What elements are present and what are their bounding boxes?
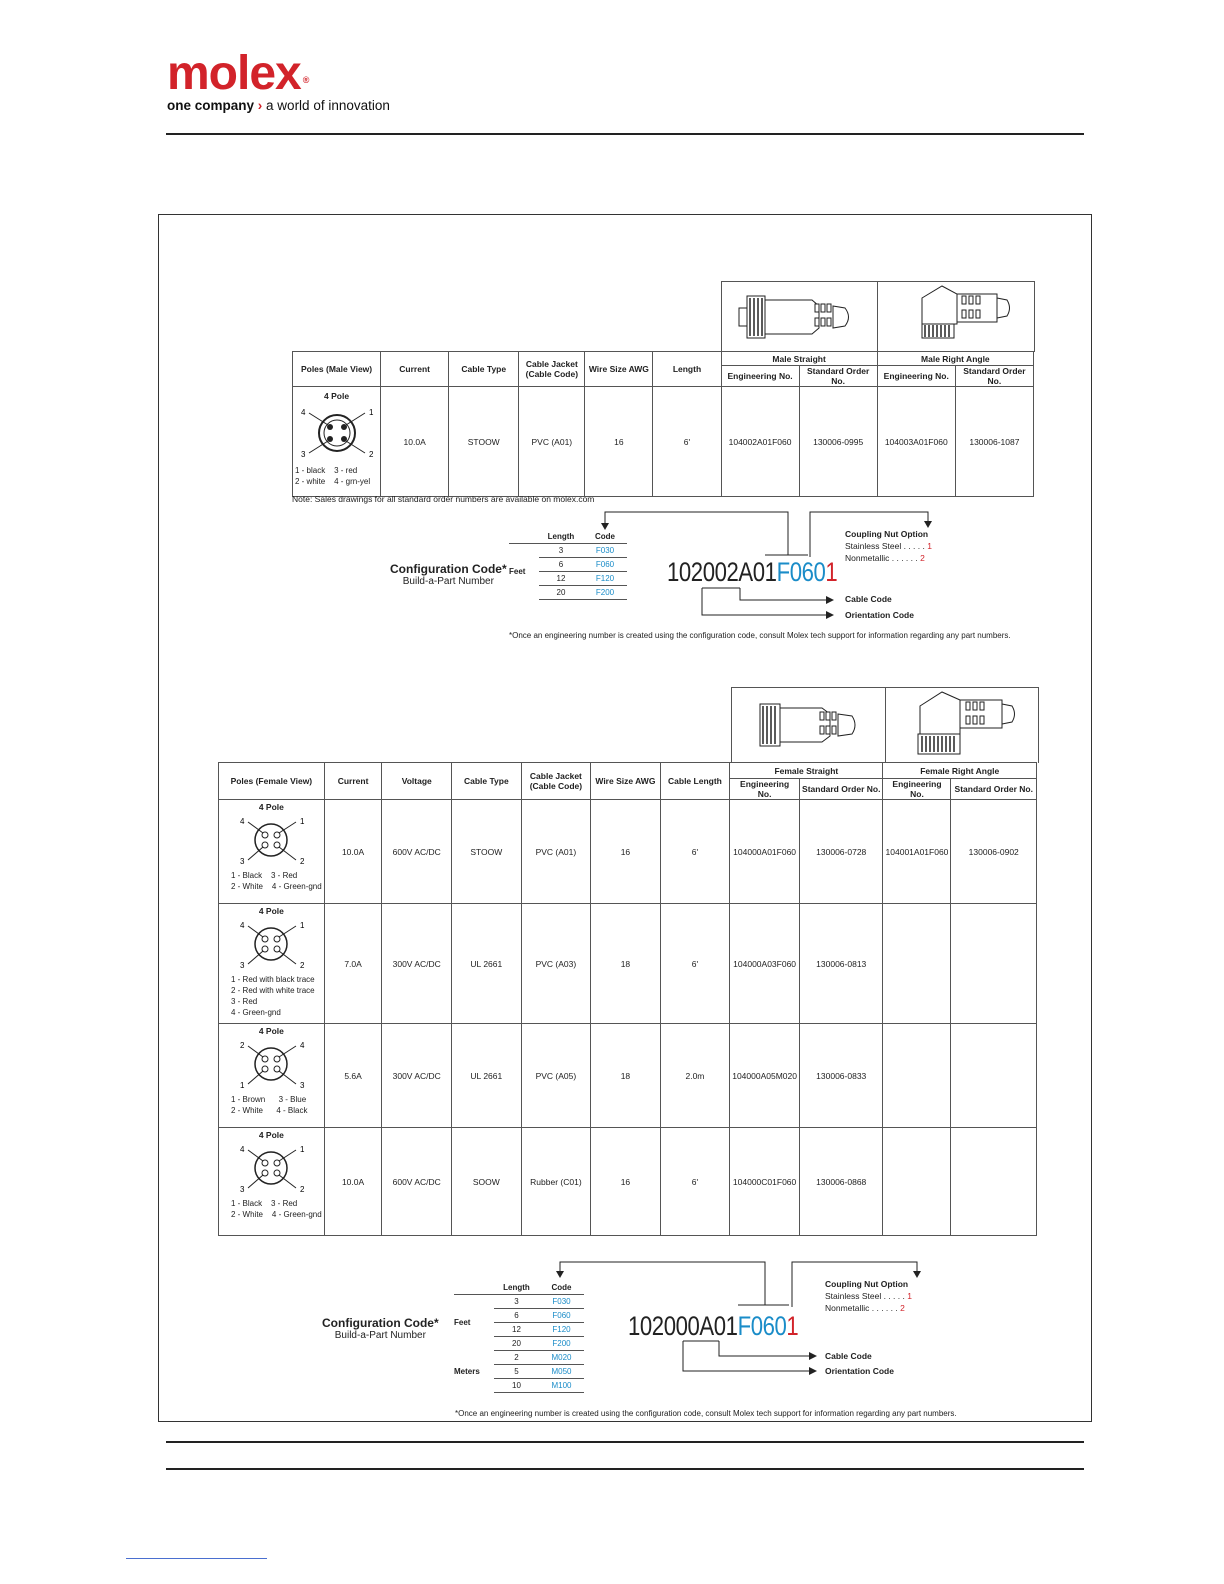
pin-label: 4	[240, 921, 245, 930]
pole-title: 4 Pole	[258, 906, 284, 916]
cell-voltage: 300V AC/DC	[382, 1024, 452, 1128]
cell-cable-type: STOOW	[449, 387, 519, 497]
female-pin-diagram	[226, 916, 316, 972]
cell-fs-std: 130006-0833	[799, 1024, 883, 1128]
cell-wire-size: 16	[591, 1128, 660, 1236]
cell-fra-eng: 104001A01F060	[883, 800, 951, 904]
cell-voltage: 600V AC/DC	[382, 1128, 452, 1236]
cell-fra-std: 130006-0902	[951, 800, 1037, 904]
table-row	[219, 1024, 1037, 1128]
col-female-straight: Female Straight	[730, 763, 883, 779]
cell-wire-size: 16	[591, 800, 660, 904]
length-value: 20	[539, 586, 583, 600]
pin-label: 2	[300, 961, 305, 970]
col-ms-std: Standard Order No.	[799, 366, 877, 387]
cell-length: 6'	[653, 387, 721, 497]
pin-label: 1	[300, 817, 305, 826]
part-number-example: 102002A01F0601	[667, 557, 838, 587]
config-subtitle: Build-a-Part Number	[334, 1330, 426, 1341]
cell-length: 6'	[660, 904, 730, 1024]
female-pin-diagram	[226, 1036, 316, 1092]
length-code: M020	[539, 1351, 584, 1365]
length-value: 20	[494, 1337, 539, 1351]
col-poles: Poles (Female View)	[219, 763, 325, 800]
cell-fra-eng	[883, 1128, 951, 1236]
pin-label: 3	[240, 1185, 245, 1194]
pin-label: 2	[300, 857, 305, 866]
length-code: M100	[539, 1379, 584, 1393]
cell-cable-type: UL 2661	[452, 1024, 522, 1128]
table-row	[293, 387, 1034, 497]
cell-mra-std: 130006-1087	[955, 387, 1033, 497]
female-spec-table	[218, 762, 1037, 1236]
config-arrows	[600, 505, 940, 625]
pin-legend: 1 - Brown 3 - Blue 2 - White 4 - Black	[231, 1095, 308, 1115]
col-cable-type: Cable Type	[452, 763, 522, 800]
config-footnote: *Once an engineering number is created using the configuration code, consult Molex tech support for information regarding any part numbers.	[509, 631, 1011, 640]
female-pin-diagram	[226, 1140, 316, 1196]
cell-current: 10.0A	[381, 387, 449, 497]
cell-current: 7.0A	[324, 904, 382, 1024]
col-voltage: Voltage	[382, 763, 452, 800]
pole-cell	[219, 904, 325, 1024]
col-cable-type: Cable Type	[449, 352, 519, 387]
pin-label: 1	[300, 921, 305, 930]
cell-fra-eng	[883, 1024, 951, 1128]
cell-length: 6'	[660, 1128, 730, 1236]
female-images-box	[731, 687, 1039, 763]
length-code: F030	[539, 1295, 584, 1309]
length-code: F200	[539, 1337, 584, 1351]
cell-cable-jacket: PVC (A01)	[519, 387, 585, 497]
cell-fs-std: 130006-0728	[799, 800, 883, 904]
col-fra-std: Standard Order No.	[951, 779, 1037, 800]
cell-cable-jacket: Rubber (C01)	[521, 1128, 591, 1236]
coupling-nut-legend-2: Coupling Nut Option Stainless Steel . . . . . 1 Nonmetallic . . . . . . 2	[825, 1279, 912, 1313]
coupling-nut-legend: Coupling Nut Option Stainless Steel . . . . . 1 Nonmetallic . . . . . . 2	[845, 529, 932, 563]
female-right-angle-connector-image	[912, 690, 1027, 760]
pin-legend: 1 - black 3 - red 2 - white 4 - grn-yel	[295, 466, 371, 486]
logo-wordmark: molex ®	[167, 47, 309, 100]
table-row	[219, 904, 1037, 1024]
config-code-heading	[390, 562, 507, 587]
orientation-code-label: Orientation Code	[825, 1366, 894, 1376]
pin-label: 1	[368, 408, 373, 417]
pin-label: 1	[300, 1145, 305, 1154]
cell-fs-std: 130006-0868	[799, 1128, 883, 1236]
length-value: 5	[494, 1365, 539, 1379]
cell-ms-std: 130006-0995	[799, 387, 877, 497]
male-images-box	[721, 281, 1035, 352]
pin-label: 4	[240, 1145, 245, 1154]
pin-label: 3	[300, 1081, 305, 1090]
col-cable-jacket: Cable Jacket (Cable Code)	[521, 763, 591, 800]
length-code: M050	[539, 1365, 584, 1379]
pole-title: 4 Pole	[324, 391, 350, 401]
cell-length: 2.0m	[660, 1024, 730, 1128]
cell-fs-eng: 104000A01F060	[730, 800, 800, 904]
col-mra-std: Standard Order No.	[955, 366, 1033, 387]
cell-fra-std	[951, 1128, 1037, 1236]
orientation-code-label: Orientation Code	[845, 610, 914, 620]
col-length: Length	[494, 1281, 539, 1295]
pole-title: 4 Pole	[258, 802, 284, 812]
col-poles: Poles (Male View)	[293, 352, 381, 387]
footer-link-underline	[126, 1558, 267, 1559]
pole-cell	[219, 1024, 325, 1128]
cell-current: 5.6A	[324, 1024, 382, 1128]
length-value: 2	[494, 1351, 539, 1365]
pin-label: 4	[300, 408, 305, 417]
pin-label: 2	[240, 1041, 245, 1050]
cell-wire-size: 18	[591, 904, 660, 1024]
male-spec-table	[292, 351, 1034, 497]
pin-label: 1	[240, 1081, 245, 1090]
molex-logo	[167, 47, 390, 113]
config-subtitle: Build-a-Part Number	[402, 576, 494, 587]
pole-cell	[219, 800, 325, 904]
female-pin-diagram	[226, 812, 316, 868]
group-feet: Feet	[454, 1318, 471, 1328]
male-right-angle-connector-image	[912, 284, 1022, 349]
pin-legend: 1 - Black 3 - Red 2 - White 4 - Green-gnd	[231, 1199, 322, 1219]
config-arrows-2	[555, 1255, 925, 1380]
config-title: Configuration Code*	[322, 1316, 439, 1330]
cell-current: 10.0A	[324, 1128, 382, 1236]
col-wire-size: Wire Size AWG	[591, 763, 660, 800]
length-code: F060	[539, 1309, 584, 1323]
col-length: Length	[653, 352, 721, 387]
col-code: Code	[583, 530, 627, 544]
footer-rule-bottom	[166, 1468, 1084, 1470]
col-fs-eng: Engineering No.	[730, 779, 800, 800]
footer-rule-top	[166, 1441, 1084, 1443]
col-male-right-angle: Male Right Angle	[877, 352, 1033, 366]
cell-cable-type: SOOW	[452, 1128, 522, 1236]
cell-voltage: 300V AC/DC	[382, 904, 452, 1024]
cell-length: 6'	[660, 800, 730, 904]
cell-ms-eng: 104002A01F060	[721, 387, 799, 497]
pin-label: 4	[240, 817, 245, 826]
cell-cable-jacket: PVC (A01)	[521, 800, 591, 904]
cable-code-label: Cable Code	[845, 594, 892, 604]
pole-title: 4 Pole	[258, 1026, 284, 1036]
header-rule	[166, 133, 1084, 135]
pole-cell	[293, 387, 381, 497]
cell-mra-eng: 104003A01F060	[877, 387, 955, 497]
length-value: 3	[539, 544, 583, 558]
part-number-example-2: 102000A01F0601	[628, 1311, 799, 1341]
pole-title: 4 Pole	[258, 1130, 284, 1140]
cell-cable-type: UL 2661	[452, 904, 522, 1024]
col-wire-size: Wire Size AWG	[585, 352, 653, 387]
cell-fra-eng	[883, 904, 951, 1024]
col-fs-std: Standard Order No.	[799, 779, 883, 800]
cell-current: 10.0A	[324, 800, 382, 904]
length-code: F200	[583, 586, 627, 600]
length-value: 12	[539, 572, 583, 586]
length-code: F120	[539, 1323, 584, 1337]
length-value: 10	[494, 1379, 539, 1393]
male-straight-connector-image	[737, 290, 862, 345]
pin-label: 4	[300, 1041, 305, 1050]
config-footnote: *Once an engineering number is created using the configuration code, consult Molex tech support for information regarding any part numbers.	[455, 1409, 957, 1418]
female-straight-connector-image	[752, 698, 872, 753]
cell-cable-type: STOOW	[452, 800, 522, 904]
sales-drawing-note: Note: Sales drawings for all standard order numbers are available on molex.com	[292, 494, 595, 504]
table-row	[219, 1128, 1037, 1236]
col-code: Code	[539, 1281, 584, 1295]
cable-code-label: Cable Code	[825, 1351, 872, 1361]
pin-legend: 1 - Red with black trace 2 - Red with white trace 3 - Red 4 - Green-gnd	[231, 975, 315, 1017]
pin-label: 3	[300, 450, 305, 459]
cell-fs-std: 130006-0813	[799, 904, 883, 1024]
length-value: 6	[539, 558, 583, 572]
col-cable-length: Cable Length	[660, 763, 730, 800]
pin-legend: 1 - Black 3 - Red 2 - White 4 - Green-gnd	[231, 871, 322, 891]
pin-label: 2	[368, 450, 373, 459]
col-ms-eng: Engineering No.	[721, 366, 799, 387]
group-meters: Meters	[454, 1367, 480, 1376]
col-cable-jacket: Cable Jacket (Cable Code)	[519, 352, 585, 387]
col-length: Length	[539, 530, 583, 544]
length-code: F030	[583, 544, 627, 558]
cell-cable-jacket: PVC (A03)	[521, 904, 591, 1024]
length-code: F060	[583, 558, 627, 572]
group-feet: Feet	[509, 567, 526, 577]
col-fra-eng: Engineering No.	[883, 779, 951, 800]
cell-voltage: 600V AC/DC	[382, 800, 452, 904]
col-female-right-angle: Female Right Angle	[883, 763, 1037, 779]
cell-wire-size: 16	[585, 387, 653, 497]
length-code: F120	[583, 572, 627, 586]
col-current: Current	[381, 352, 449, 387]
col-male-straight: Male Straight	[721, 352, 877, 366]
pin-label: 3	[240, 961, 245, 970]
logo-tagline: one company › a world of innovation	[167, 98, 390, 113]
col-mra-eng: Engineering No.	[877, 366, 955, 387]
length-value: 12	[494, 1323, 539, 1337]
pin-label: 3	[240, 857, 245, 866]
cell-fra-std	[951, 1024, 1037, 1128]
config-title: Configuration Code*	[390, 562, 507, 576]
cell-fs-eng: 104000A05M020	[730, 1024, 800, 1128]
config-code-heading-2	[322, 1316, 439, 1341]
table-row	[219, 800, 1037, 904]
length-value: 6	[494, 1309, 539, 1323]
cell-cable-jacket: PVC (A05)	[521, 1024, 591, 1128]
cell-fs-eng: 104000C01F060	[730, 1128, 800, 1236]
cell-wire-size: 18	[591, 1024, 660, 1128]
cell-fs-eng: 104000A03F060	[730, 904, 800, 1024]
pole-cell	[219, 1128, 325, 1236]
male-pin-diagram	[297, 401, 377, 463]
cell-fra-std	[951, 904, 1037, 1024]
col-current: Current	[324, 763, 382, 800]
pin-label: 2	[300, 1185, 305, 1194]
length-value: 3	[494, 1295, 539, 1309]
